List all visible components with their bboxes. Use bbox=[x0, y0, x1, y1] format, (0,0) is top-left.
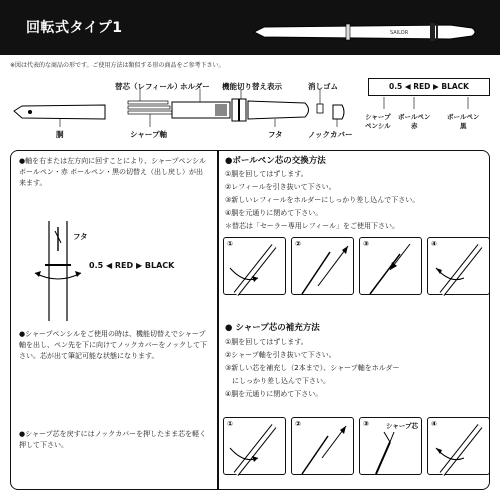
label-mode-display: 機能切り替え表示 bbox=[222, 82, 282, 91]
ballpoint-panel-4: ④ bbox=[427, 237, 490, 295]
ballpoint-step-1: ①胴を回してはずします。 bbox=[225, 170, 308, 178]
pen-print-text: SAILOR bbox=[390, 30, 409, 36]
lead-return-instruction: ●シャープ芯を戻すにはノックカバーを押したまま芯を軽く押して下さい。 bbox=[19, 430, 207, 449]
notice-text: ※図は代表的な商品の形です。ご使用方法は類似する形の商品をご参考下さい。 bbox=[10, 62, 225, 69]
lead-section-title: ● シャープ芯の補充方法 bbox=[225, 323, 320, 333]
lead-step-3-cont: にしっかり差し込んで下さい。 bbox=[225, 377, 330, 385]
futa-label: フタ bbox=[73, 232, 88, 241]
ballpoint-note: ＊替芯は「セーラー専用レフィール」をご使用下さい。 bbox=[225, 222, 400, 230]
label-holder: ホルダー bbox=[180, 82, 210, 91]
pen-illustration bbox=[250, 15, 480, 49]
lead-panel-4: ④ bbox=[427, 417, 490, 475]
lead-panel-3: ③ シャープ芯 bbox=[359, 417, 422, 475]
lead-step-2: ②シャープ軸を引き抜いて下さい。 bbox=[225, 351, 336, 359]
ballpoint-section-title: ●ボールペン芯の交換方法 bbox=[225, 156, 326, 166]
label-refill: 替芯（レフィール） bbox=[115, 82, 182, 91]
lead-step-1: ①胴を回してはずします。 bbox=[225, 338, 308, 346]
lead-step-4: ④胴を元通りに閉めて下さい。 bbox=[225, 390, 323, 398]
lead-panel-2: ② bbox=[291, 417, 354, 475]
column-divider bbox=[217, 151, 219, 489]
ballpoint-step-2: ②レフィールを引き抜いて下さい。 bbox=[225, 183, 336, 191]
label-sharp-shaft: シャープ軸 bbox=[130, 130, 167, 139]
ballpoint-panel-3: ③ bbox=[359, 237, 422, 295]
mode-label-black: ボールペン 黒 bbox=[447, 113, 480, 130]
lead-panel-1: ① bbox=[223, 417, 286, 475]
ballpoint-panel-2: ② bbox=[291, 237, 354, 295]
lead-step-3: ③新しい芯を補充し（2本まで）、シャープ軸をホルダー bbox=[225, 364, 400, 372]
ballpoint-panel-1: ① bbox=[223, 237, 286, 295]
page-title: 回転式タイプ1 bbox=[26, 20, 123, 36]
ballpoint-step-4: ④胴を元通りに閉めて下さい。 bbox=[225, 209, 323, 217]
rotation-mode-text: 0.5 ◀ RED ▶ BLACK bbox=[89, 261, 175, 270]
rotate-instruction: ●軸を右または左方向に回すことにより、シャープペンシル ボールペン・赤 ボールペン・黒の切替え（出し戻し）が出来ます。 bbox=[19, 157, 206, 187]
lead-panel-3-label: シャープ芯 bbox=[386, 422, 419, 430]
label-body: 胴 bbox=[56, 130, 64, 139]
label-cap: フタ bbox=[268, 130, 283, 139]
mode-label-red: ボールペン 赤 bbox=[398, 113, 431, 130]
mode-indicator-box: 0.5 ◀ RED ▶ BLACK bbox=[368, 78, 490, 96]
header-bar bbox=[0, 0, 500, 55]
sharp-usage-instruction: ●シャープペンシルをご使用の時は、機能切替えでシャープ軸を出し、ペン先を下に向けてノックカバーをノックして下さい。芯が出て筆記可能な状態になります。 bbox=[19, 330, 208, 360]
label-eraser: 消しゴム bbox=[308, 82, 338, 91]
ballpoint-step-3: ③新しいレフィールをホルダーにしっかり差し込んで下さい。 bbox=[225, 196, 420, 204]
mode-label-sharp: シャープ ペンシル bbox=[365, 113, 391, 130]
label-knock-cover: ノックカバー bbox=[308, 130, 353, 139]
instructions-frame bbox=[10, 150, 490, 490]
